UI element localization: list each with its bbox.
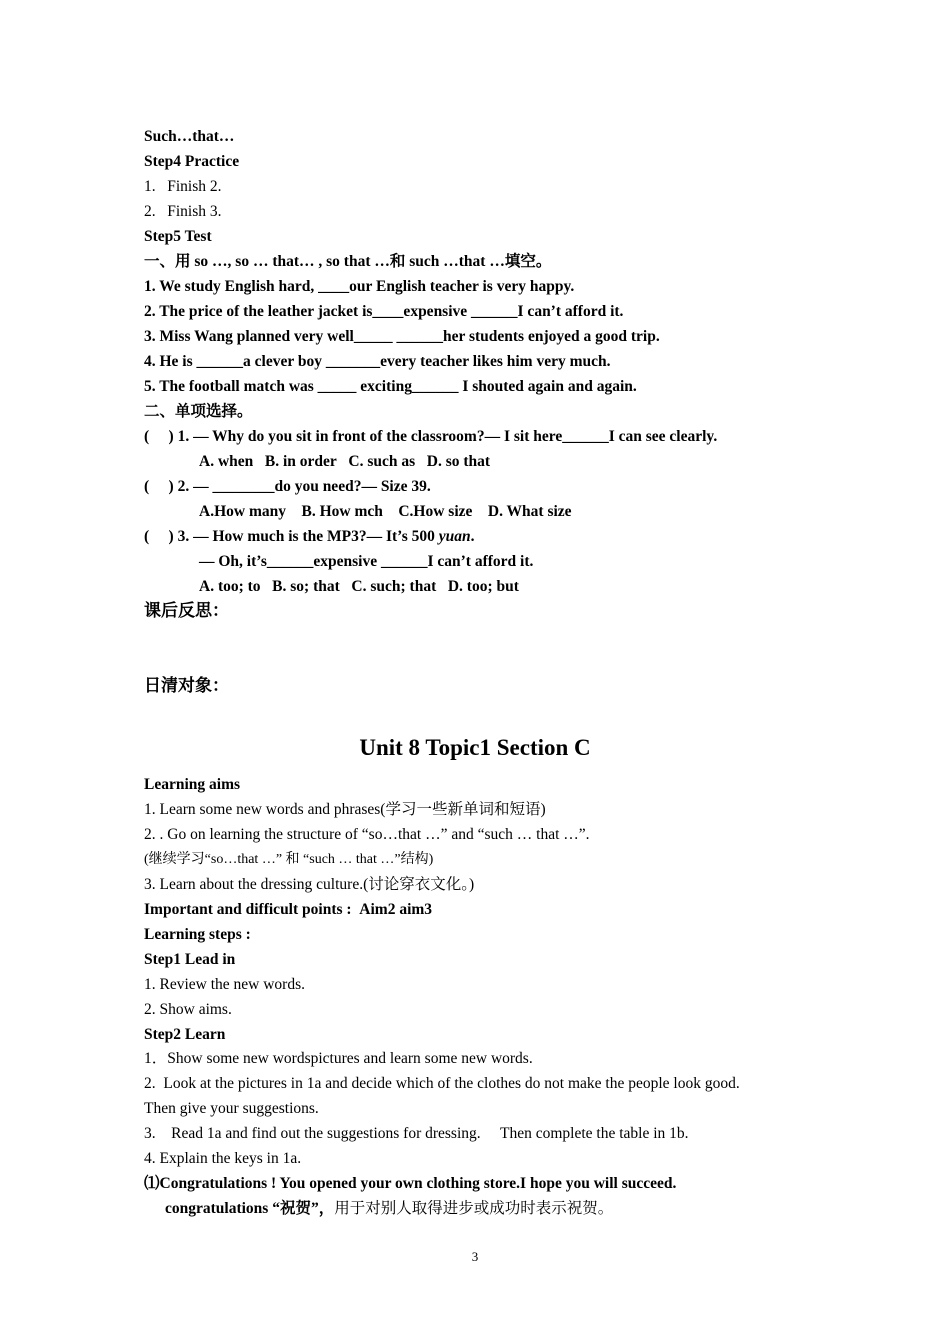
aim-2: 2. . Go on learning the structure of “so…that …” and “such … that …”. <box>144 826 590 843</box>
choice-options-3: A. too; to B. so; that C. such; that D. too; but <box>199 578 519 595</box>
daily-target-label: 日清对象： <box>144 676 229 695</box>
choice-question-3-line2: — Oh, it’s______expensive ______I can’t afford it. <box>199 553 534 570</box>
learning-steps-heading: Learning steps : <box>144 926 251 943</box>
fill-question-5: 5. The football match was _____ exciting______ I shouted again and again. <box>144 378 637 395</box>
choice-instructions: 二、单项选择。 <box>144 403 253 420</box>
aim-2-chinese: (继续学习“so…that …” 和 “such … that …”结构) <box>144 852 434 867</box>
fill-blank-instructions: 一、用 so …, so … that… , so that …和 such …that …填空。 <box>144 253 552 270</box>
choice-question-2: ( ) 2. — ________do you need?— Size 39. <box>144 478 431 495</box>
aim-3: 3. Learn about the dressing culture.(讨论穿衣文化。) <box>144 876 475 893</box>
yuan-italic: yuan <box>438 528 471 545</box>
choice-question-3: ( ) 3. — How much is the MP3?— It’s 500 yuan. <box>144 528 475 545</box>
practice-item-2: 2. Finish 3. <box>144 203 222 220</box>
such-that-heading: Such…that… <box>144 128 235 145</box>
step1-heading: Step1 Lead in <box>144 951 236 968</box>
step1-item-2: 2. Show aims. <box>144 1001 232 1018</box>
page-number: 3 <box>471 1249 479 1264</box>
choice-question-1: ( ) 1. — Why do you sit in front of the classroom?— I sit here______I can see clearly. <box>144 428 718 445</box>
practice-item-1: 1. Finish 2. <box>144 178 222 195</box>
step2-item-1: 1．Show some new wordspictures and learn some new words. <box>144 1050 533 1067</box>
fill-question-2: 2. The price of the leather jacket is____expensive ______I can’t afford it. <box>144 303 624 320</box>
congrats-example: ⑴Congratulations ! You opened your own clothing store.I hope you will succeed. <box>144 1175 677 1192</box>
step4-heading: Step4 Practice <box>144 153 240 170</box>
aim-1: 1. Learn some new words and phrases(学习一些新单词和短语) <box>144 801 546 818</box>
fill-question-1: 1. We study English hard, ____our English teacher is very happy. <box>144 278 575 295</box>
fill-question-4: 4. He is ______a clever boy _______every teacher likes him very much. <box>144 353 611 370</box>
step2-item-2: 2. Look at the pictures in 1a and decide which of the clothes do not make the people look good. <box>144 1075 740 1092</box>
learning-aims-heading: Learning aims <box>144 776 241 793</box>
fill-question-3: 3. Miss Wang planned very well_____ ______her students enjoyed a good trip. <box>144 328 660 345</box>
choice-options-1: A. when B. in order C. such as D. so that <box>199 453 491 470</box>
step2-heading: Step2 Learn <box>144 1026 226 1043</box>
step5-heading: Step5 Test <box>144 228 212 245</box>
congrats-explanation: congratulations “祝贺”，用于对别人取得进步或成功时表示祝贺。 <box>165 1200 614 1217</box>
choice-options-2: A.How many B. How mch C.How size D. What size <box>199 503 572 520</box>
step2-item-3: 3. Read 1a and find out the suggestions for dressing. Then complete the table in 1b. <box>144 1125 689 1142</box>
step2-item-2-cont: Then give your suggestions. <box>144 1100 319 1117</box>
step2-item-4: 4. Explain the keys in 1a. <box>144 1150 302 1167</box>
key-points: Important and difficult points : Aim2 aim3 <box>144 901 433 918</box>
reflection-label: 课后反思： <box>144 601 229 620</box>
step1-item-1: 1. Review the new words. <box>144 976 305 993</box>
section-title: Unit 8 Topic1 Section C <box>359 735 591 760</box>
